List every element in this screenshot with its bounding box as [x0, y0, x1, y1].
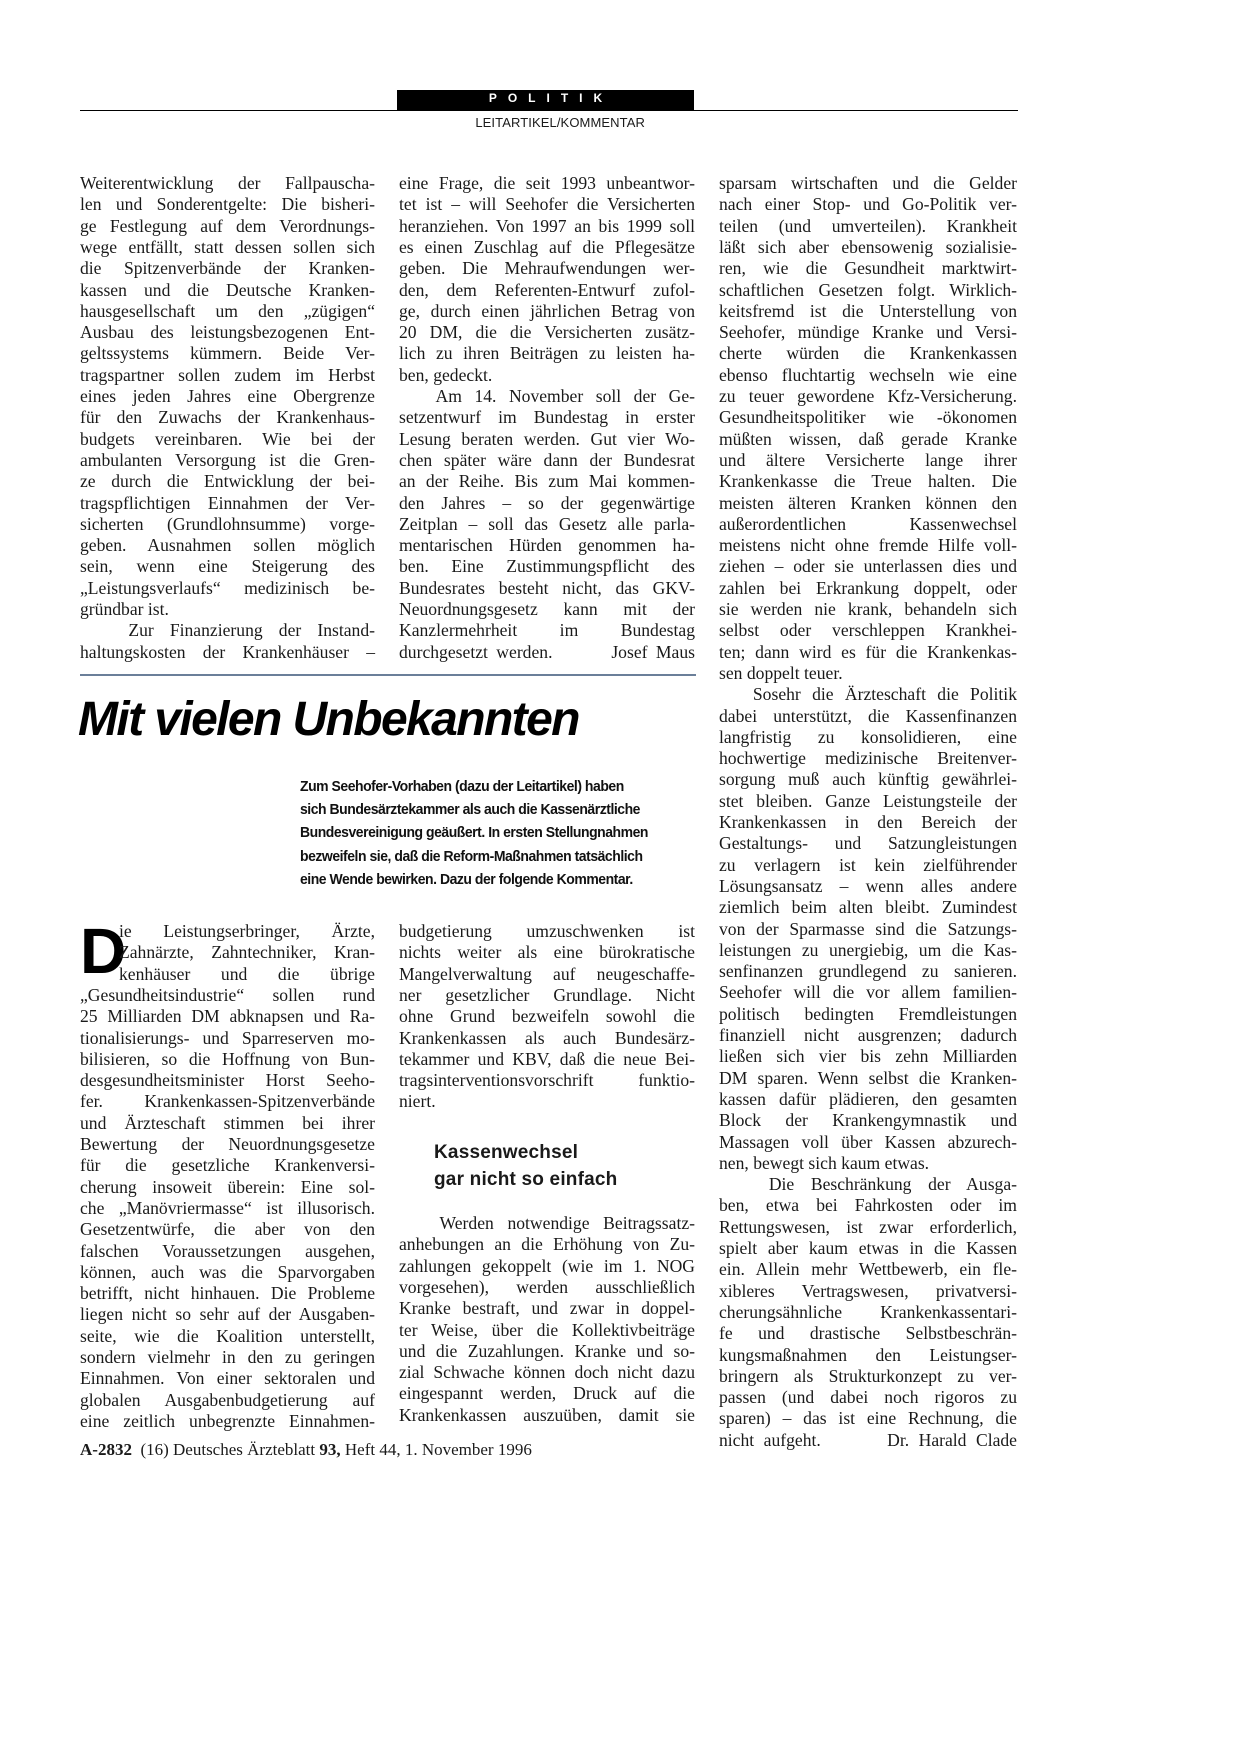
text-line: mentarischen Hürden genommen ha-	[399, 535, 695, 556]
text-line: Zahnärzte, Zahntechniker, Kran-	[119, 942, 375, 963]
text-line: budgetierung umzuschwenken ist	[399, 921, 695, 941]
text-line: an der Reihe. Bis zum Mai kommen-	[399, 471, 695, 492]
text-line: passen (und dabei noch rigoros zu	[719, 1387, 1017, 1408]
text-line: eingespannt werden, Druck auf die	[399, 1383, 695, 1404]
text-line: ohne Grund bezweifeln sowohl die	[399, 1006, 695, 1027]
text-line: sie werden nie krank, behandeln sich	[719, 599, 1017, 619]
text-line: den, dem Referenten-Entwurf zufol-	[399, 279, 695, 300]
text-line: Zur Finanzierung der Instand-	[80, 620, 375, 641]
text-line: müßten wissen, daß gerade Kranke	[719, 428, 1017, 449]
text-line: Einnahmen. Von einer sektoralen und	[80, 1368, 375, 1389]
text-line: sein, wenn eine Steigerung des	[80, 556, 375, 577]
article-separator	[80, 674, 696, 676]
text-line: spielt aber kaum etwas in die Kassen	[719, 1238, 1017, 1258]
text-line: nichts weiter als eine bürokratische	[399, 942, 695, 963]
footer-volume: 93,	[319, 1440, 341, 1459]
text-line: sen doppelt teuer.	[719, 662, 843, 683]
text-line: ebenso fluchtartig wechseln wie eine	[719, 364, 1017, 385]
text-line: Krankenkasse die Treue halten. Die	[719, 471, 1017, 492]
text-line: ie Leistungserbringer, Ärzte,	[119, 921, 375, 941]
text-line: budgets vereinbaren. Wie bei der	[80, 428, 375, 449]
text-line: tragsinterventionsvorschrift funktio-	[399, 1070, 695, 1091]
text-line: cherungsähnliche Krankenkassentari-	[719, 1301, 1017, 1322]
text-line: außerordentlichen Kassenwechsel	[719, 513, 1017, 534]
text-line: zahlungen gekoppelt (wie im 1. NOG	[399, 1255, 695, 1276]
text-line: anhebungen an die Erhöhung von Zu-	[399, 1234, 695, 1255]
text-line: setzentwurf im Bundestag in erster	[399, 407, 695, 428]
text-line: kenhäuser und die übrige	[119, 963, 375, 984]
text-line: nen, bewegt sich kaum etwas.	[719, 1152, 930, 1173]
text-line: und Ärzteschaft stimmen bei ihrer	[80, 1112, 375, 1133]
text-line: len und Sonderentgelte: Die bisheri-	[80, 194, 375, 215]
text-line: ge Festlegung auf dem Verordnungs-	[80, 215, 375, 236]
text-line: niert.	[399, 1091, 436, 1112]
text-line: seite, wie die Koalition unterstellt,	[80, 1325, 375, 1346]
text-line: hausgesellschaft um den „zügigen“	[80, 300, 375, 321]
text-line: durchgesetzt werden. Josef Maus	[399, 641, 695, 662]
text-line: Massagen voll über Kassen abzurech-	[719, 1131, 1017, 1152]
text-line: ren, wie die Gesundheit marktwirt-	[719, 258, 1017, 279]
text-line: ben, etwa bei Fahrkosten oder im	[719, 1195, 1017, 1216]
text-line: Mangelverwaltung auf neugeschaffe-	[399, 963, 695, 984]
text-line: lich zu ihren Beiträgen zu leisten ha-	[399, 343, 695, 364]
text-line: geben. Die Mehraufwendungen wer-	[399, 258, 695, 279]
text-line: chen später wäre dann der Bundesrat	[399, 449, 695, 470]
text-line: tionalisierungs- und Sparreserven mo-	[80, 1027, 375, 1048]
subheading-line: Kassenwechsel	[434, 1142, 579, 1163]
text-line: für den Zuwachs der Krankenhaus-	[80, 407, 375, 428]
text-line: läßt sich aber ebensowenig sozialisie-	[719, 236, 1017, 257]
text-line: nicht aufgeht. Dr. Harald Clade	[719, 1429, 1017, 1450]
text-line: Gesundheitspolitiker wie -ökonomen	[719, 407, 1017, 428]
text-line: bilisieren, so die Hoffnung von Bun-	[80, 1048, 375, 1069]
text-line: wege entfällt, statt dessen sollen sich	[80, 236, 375, 257]
text-line: Weiterentwicklung der Fallpauscha-	[80, 173, 375, 193]
text-line: langfristig zu konsolidieren, eine	[719, 726, 1017, 747]
text-line: stet bleiben. Ganze Leistungsteile der	[719, 790, 1017, 811]
text-line: „Gesundheitsindustrie“ sollen rund	[80, 984, 375, 1005]
text-line: politisch bedingten Fremdleistungen	[719, 1003, 1017, 1024]
footer-issue: Heft 44, 1. November 1996	[340, 1440, 532, 1459]
lead-line: bezweifeln sie, daß die Reform-Maßnahmen tatsächlich	[300, 847, 643, 865]
text-line: Die Beschränkung der Ausga-	[719, 1174, 1017, 1195]
text-line: eine Frage, die seit 1993 unbeantwor-	[399, 173, 695, 193]
text-line: sicherten (Grundlohnsumme) vorge-	[80, 513, 375, 534]
text-line: ten; dann wird es für die Krankenkas-	[719, 641, 1017, 662]
text-line: ner gesetzlicher Grundlage. Nicht	[399, 984, 695, 1005]
text-line: ben, gedeckt.	[399, 364, 493, 385]
text-line: Lösungsansatz – wenn alles andere	[719, 875, 1017, 896]
text-line: ziehen – oder sie unterlassen dies und	[719, 556, 1017, 577]
text-line: Sosehr die Ärzteschaft die Politik	[719, 684, 1017, 705]
lead-line: Bundesvereinigung geäußert. In ersten Stellungnahmen	[300, 824, 648, 842]
text-line: Bundesrates besteht nicht, das GKV-	[399, 577, 695, 598]
text-line: ze durch die Entwicklung der bei-	[80, 471, 375, 492]
text-line: teilen (und umverteilen). Krankheit	[719, 215, 1017, 236]
text-line: fe und drastische Selbstbeschrän-	[719, 1323, 1017, 1344]
text-line: xibleres Vertragswesen, privatversi-	[719, 1280, 1017, 1301]
rubric-bar	[397, 90, 694, 110]
text-line: tekammer und KBV, daß die neue Bei-	[399, 1048, 695, 1069]
text-line: Werden notwendige Beitragssatz-	[399, 1213, 695, 1233]
text-line: dabei unterstützt, die Kassenfinanzen	[719, 705, 1017, 726]
text-line: vorgesehen), werden ausschließlich	[399, 1276, 695, 1297]
text-line: liegen nicht so sehr auf der Ausgaben-	[80, 1304, 375, 1325]
text-line: fer. Krankenkassen-Spitzenverbände	[80, 1091, 375, 1112]
text-line: falschen Voraussetzungen ausgehen,	[80, 1240, 375, 1261]
text-line: sparsam wirtschaften und die Gelder	[719, 173, 1017, 193]
text-line: sparen) – das ist eine Rechnung, die	[719, 1408, 1017, 1429]
text-line: selbst oder verschleppen Krankhei-	[719, 620, 1017, 641]
text-line: finanziell nicht ausgrenzen; dadurch	[719, 1025, 1017, 1045]
text-line: gründbar ist.	[80, 599, 169, 619]
text-line: „Leistungsverlaufs“ medizinisch be-	[80, 577, 375, 598]
text-line: kassen dafür plädieren, den gesamten	[719, 1088, 1017, 1109]
drop-cap: D	[80, 915, 127, 987]
text-line: desgesundheitsminister Horst Seeho-	[80, 1070, 375, 1091]
text-line: Bewertung der Neuordnungsgesetze	[80, 1134, 375, 1154]
text-line: sorgung muß auch künftig gewährlei-	[719, 769, 1017, 790]
text-line: Rettungswesen, ist zwar erforderlich,	[719, 1216, 1017, 1237]
text-line: senfinanzen grundlegend zu sanieren.	[719, 961, 1017, 982]
text-line: zahlen bei Erkrankung doppelt, oder	[719, 577, 1017, 598]
lead-line: sich Bundesärztekammer als auch die Kassenärztliche	[300, 801, 640, 819]
text-line: sondern vielmehr in den zu geringen	[80, 1347, 375, 1367]
text-line: cherung insoweit überein: Eine sol-	[80, 1176, 375, 1197]
text-line: ben. Eine Zustimmungspflicht des	[399, 556, 695, 577]
page-footer	[80, 1440, 532, 1460]
page-number: A-2832	[80, 1440, 132, 1459]
text-line: und die Zuzahlungen. Kranke und so-	[399, 1340, 695, 1361]
text-line: ambulanten Versorgung ist die Gren-	[80, 449, 375, 470]
text-line: zu verlagern ist kein zielführender	[719, 854, 1017, 875]
text-line: können, auch was die Sparvorgaben	[80, 1261, 375, 1282]
section-label: LEITARTIKEL/KOMMENTAR	[475, 115, 645, 130]
headline: Mit vielen Unbekannten	[78, 693, 579, 746]
text-line: Krankenkassen auszuüben, damit sie	[399, 1404, 695, 1425]
text-line: tragspartner sollen zudem im Herbst	[80, 364, 375, 385]
text-line: ziemlich beim alten bleibt. Zumindest	[719, 897, 1017, 918]
text-line: cherte würden die Krankenkassen	[719, 343, 1017, 364]
text-line: Block der Krankengymnastik und	[719, 1110, 1017, 1131]
text-line: meistens nicht ohne fremde Hilfe voll-	[719, 535, 1017, 556]
header-rule	[80, 110, 1018, 111]
text-line: kassen und die Deutsche Kranken-	[80, 279, 375, 300]
text-line: den Jahres – so der gegenwärtige	[399, 492, 695, 513]
text-line: für die gesetzliche Krankenversi-	[80, 1155, 375, 1176]
text-line: Krankenkassen in den Bereich der	[719, 812, 1017, 832]
text-line: meisten älteren Kranken können den	[719, 492, 1017, 513]
text-line: 20 DM, die die Versicherten zusätz-	[399, 322, 695, 343]
text-line: eines jeden Jahres eine Obergrenze	[80, 386, 375, 406]
text-line: ließen sich vier bis zehn Milliarden	[719, 1046, 1017, 1067]
text-line: geltssystems kümmern. Beide Ver-	[80, 343, 375, 364]
text-line: eine zeitlich unbegrenzte Einnahmen-	[80, 1410, 375, 1431]
text-line: Lesung beraten werden. Gut vier Wo-	[399, 428, 695, 449]
text-line: und ältere Versicherte lange ihrer	[719, 449, 1017, 470]
text-line: Ausbau des leistungsbezogenen Ent-	[80, 322, 375, 343]
text-line: die Spitzenverbände der Kranken-	[80, 258, 375, 279]
text-line: leistungen zu unergiebig, um die Kas-	[719, 939, 1017, 960]
text-line: DM sparen. Wenn selbst die Kranken-	[719, 1067, 1017, 1088]
text-line: ge, durch einen jährlichen Betrag von	[399, 300, 695, 321]
text-line: bringern als Strukturkonzept zu ver-	[719, 1365, 1017, 1386]
text-line: Seehofer will die vor allem familien-	[719, 982, 1017, 1003]
text-line: es einen Zuschlag auf die Pflegesätze	[399, 236, 695, 257]
text-line: 25 Milliarden DM abknapsen und Ra-	[80, 1006, 375, 1027]
text-line: globalen Ausgabenbudgetierung auf	[80, 1389, 375, 1410]
text-line: von der Sparmasse sind die Satzungs-	[719, 918, 1017, 939]
text-line: Am 14. November soll der Ge-	[399, 386, 695, 406]
footer-journal: (16) Deutsches Ärzteblatt	[140, 1440, 320, 1459]
text-line: Krankenkassen als auch Bundesärz-	[399, 1027, 695, 1048]
text-line: haltungskosten der Krankenhäuser –	[80, 641, 375, 662]
text-line: ein. Allein mehr Wettbewerb, ein fle-	[719, 1259, 1017, 1280]
text-line: hochwertige medizinische Breitenver-	[719, 748, 1017, 769]
text-line: betrifft, nicht hinhauen. Die Probleme	[80, 1283, 375, 1304]
text-line: Kranke bestraft, und zwar in doppel-	[399, 1298, 695, 1319]
text-line: keitsfremd ist die Unterstellung von	[719, 300, 1017, 321]
text-line: schaftlichen Gesetzen folgt. Wirklich-	[719, 279, 1017, 300]
text-line: kungsmaßnahmen den Leistungser-	[719, 1344, 1017, 1365]
text-line: Gestaltungs- und Satzungleistungen	[719, 833, 1017, 854]
text-line: ter Weise, über die Kollektivbeiträge	[399, 1319, 695, 1340]
text-line: Seehofer, mündige Kranke und Versi-	[719, 322, 1017, 343]
text-line: tragspflichtigen Einnahmen der Ver-	[80, 492, 375, 513]
subheading-line: gar nicht so einfach	[434, 1169, 618, 1190]
text-line: tet ist – will Seehofer die Versicherten	[399, 194, 695, 215]
text-line: Kanzlermehrheit im Bundestag	[399, 620, 695, 641]
text-line: Zeitplan – soll das Gesetz alle parla-	[399, 513, 695, 534]
text-line: zial Schwache können doch nicht dazu	[399, 1362, 695, 1383]
text-line: heranziehen. Von 1997 an bis 1999 soll	[399, 215, 695, 236]
lead-line: eine Wende bewirken. Dazu der folgende Kommentar.	[300, 870, 633, 888]
text-line: zu teuer gewordene Kfz-Versicherung.	[719, 386, 1017, 406]
text-line: nach einer Stop- und Go-Politik ver-	[719, 194, 1017, 215]
text-line: che „Manövriermasse“ ist illusorisch.	[80, 1197, 375, 1218]
text-line: geben. Ausnahmen sollen möglich	[80, 535, 375, 556]
rubric-label: POLITIK	[488, 91, 614, 105]
text-line: Neuordnungsgesetz kann mit der	[399, 599, 695, 619]
text-line: Gesetzentwürfe, die aber von den	[80, 1219, 375, 1240]
lead-line: Zum Seehofer-Vorhaben (dazu der Leitartikel) haben	[300, 778, 624, 795]
